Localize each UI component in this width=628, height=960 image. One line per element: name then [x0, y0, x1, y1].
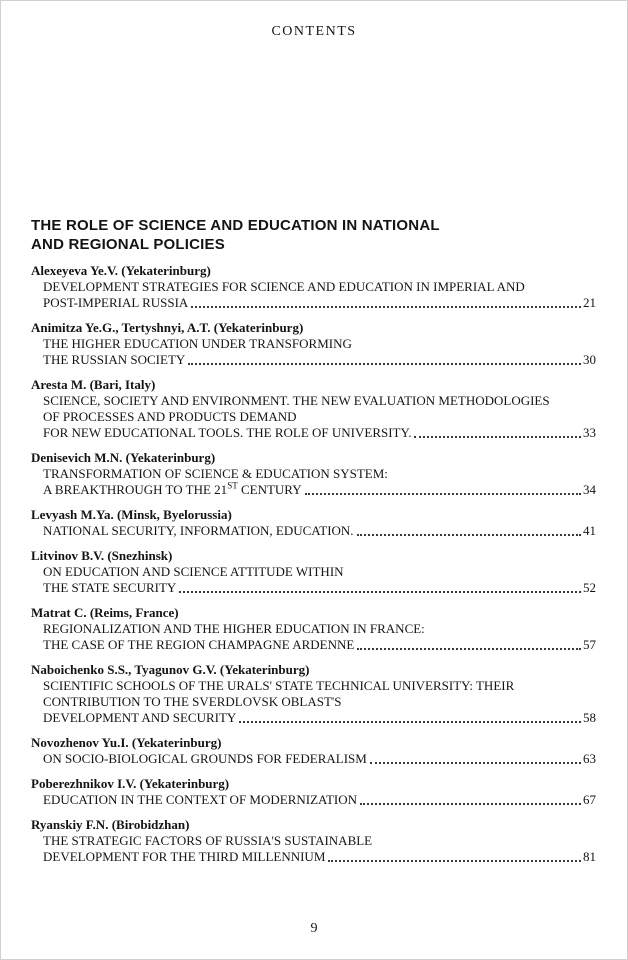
toc-entry [31, 548, 596, 596]
entry-final-line [31, 751, 596, 767]
superscript-text: ST [227, 480, 238, 491]
entry-title-text: EDUCATION IN THE CONTEXT OF MODERNIZATION [43, 792, 358, 807]
entry-title-text: THE RUSSIAN SOCIETY [43, 352, 186, 367]
entry-final-line [31, 792, 596, 808]
toc-entry [31, 507, 596, 539]
entry-page-number: 57 [583, 637, 596, 652]
entry-authors: Alexeyeva Ye.V. (Yekaterinburg) [31, 263, 211, 278]
toc-entry [31, 377, 596, 441]
dot-leader [305, 493, 581, 495]
entry-title-line: SCIENCE, SOCIETY AND ENVIRONMENT. THE NEW EVALUATION METHODOLOGIES [43, 393, 550, 408]
toc-entry [31, 735, 596, 767]
entry-page-number: 21 [583, 295, 596, 310]
entry-page-number: 52 [583, 580, 596, 595]
dot-leader [370, 762, 581, 764]
dot-leader [239, 721, 581, 723]
toc-entry [31, 817, 596, 865]
entry-title-line: THE STRATEGIC FACTORS OF RUSSIA'S SUSTAINABLE [43, 833, 373, 848]
entry-page-number: 34 [583, 482, 596, 497]
entry-title-line: OF PROCESSES AND PRODUCTS DEMAND [43, 409, 297, 424]
entry-final-line [31, 482, 596, 498]
entry-title-text: DEVELOPMENT AND SECURITY [43, 710, 237, 725]
toc-entry [31, 662, 596, 726]
entry-authors: Ryanskiy F.N. (Birobidzhan) [31, 817, 190, 832]
entry-title-text: POST-IMPERIAL RUSSIA [43, 295, 189, 310]
toc-entry [31, 263, 596, 311]
entry-authors: Levyash M.Ya. (Minsk, Byelorussia) [31, 507, 232, 522]
entry-final-line [31, 523, 596, 539]
entry-authors: Naboichenko S.S., Tyagunov G.V. (Yekaterinburg) [31, 662, 310, 677]
contents-header: CONTENTS [271, 24, 357, 39]
entry-title-text: DEVELOPMENT FOR THE THIRD MILLENNIUM [43, 849, 326, 864]
entry-authors: Matrat C. (Reims, France) [31, 605, 179, 620]
entry-final-line [31, 295, 596, 311]
entry-page-number: 63 [583, 751, 596, 766]
entry-final-line [31, 580, 596, 596]
section-heading [31, 216, 596, 254]
entry-final-line [31, 849, 596, 865]
dot-leader [357, 648, 581, 650]
entry-page-number: 81 [583, 849, 596, 864]
dot-leader [191, 306, 581, 308]
entry-title-line: REGIONALIZATION AND THE HIGHER EDUCATION IN FRANCE: [43, 621, 425, 636]
entry-authors: Aresta M. (Bari, Italy) [31, 377, 156, 392]
content-column [1, 216, 627, 865]
dot-leader [414, 436, 581, 438]
toc-entry [31, 605, 596, 653]
entry-title-text: A BREAKTHROUGH TO THE 21ST CENTURY [43, 480, 302, 497]
toc-entry [31, 450, 596, 498]
section-heading-line-2: AND REGIONAL POLICIES [31, 236, 225, 253]
entry-title-text: THE CASE OF THE REGION CHAMPAGNE ARDENNE [43, 637, 355, 652]
entry-final-line [31, 637, 596, 653]
section-heading-line-1: THE ROLE OF SCIENCE AND EDUCATION IN NATIONAL [31, 217, 440, 234]
entry-page-number: 33 [583, 425, 596, 440]
entry-title-line: SCIENTIFIC SCHOOLS OF THE URALS' STATE TECHNICAL UNIVERSITY: THEIR [43, 678, 515, 693]
entry-authors: Poberezhnikov I.V. (Yekaterinburg) [31, 776, 230, 791]
entry-page-number: 30 [583, 352, 596, 367]
entry-page-number: 41 [583, 523, 596, 538]
dot-leader [188, 363, 581, 365]
dot-leader [357, 534, 581, 536]
entry-title-line: CONTRIBUTION TO THE SVERDLOVSK OBLAST'S [43, 694, 342, 709]
entry-title-line: TRANSFORMATION OF SCIENCE & EDUCATION SYSTEM: [43, 466, 388, 481]
entry-page-number: 58 [583, 710, 596, 725]
entry-final-line [31, 425, 596, 441]
dot-leader [179, 591, 581, 593]
entry-title-line: DEVELOPMENT STRATEGIES FOR SCIENCE AND EDUCATION IN IMPERIAL AND [43, 279, 525, 294]
dot-leader [328, 860, 581, 862]
entry-title-text: ON SOCIO-BIOLOGICAL GROUNDS FOR FEDERALISM [43, 751, 367, 766]
toc-entry [31, 320, 596, 368]
toc-list [31, 263, 596, 865]
entry-authors: Litvinov B.V. (Snezhinsk) [31, 548, 173, 563]
footer-page-number: 9 [310, 921, 318, 936]
entry-final-line [31, 710, 596, 726]
entry-title-text: FOR NEW EDUCATIONAL TOOLS. THE ROLE OF UNIVERSITY. [43, 425, 412, 440]
entry-authors: Novozhenov Yu.I. (Yekaterinburg) [31, 735, 222, 750]
entry-title-line: ON EDUCATION AND SCIENCE ATTITUDE WITHIN [43, 564, 344, 579]
dot-leader [360, 803, 581, 805]
entry-authors: Denisevich M.N. (Yekaterinburg) [31, 450, 216, 465]
entry-authors: Animitza Ye.G., Tertyshnyi, A.T. (Yekaterinburg) [31, 320, 304, 335]
entry-title-text: NATIONAL SECURITY, INFORMATION, EDUCATION. [43, 523, 354, 538]
entry-title-line: THE HIGHER EDUCATION UNDER TRANSFORMING [43, 336, 352, 351]
entry-title-text: THE STATE SECURITY [43, 580, 177, 595]
entry-page-number: 67 [583, 792, 596, 807]
entry-final-line [31, 352, 596, 368]
toc-entry [31, 776, 596, 808]
